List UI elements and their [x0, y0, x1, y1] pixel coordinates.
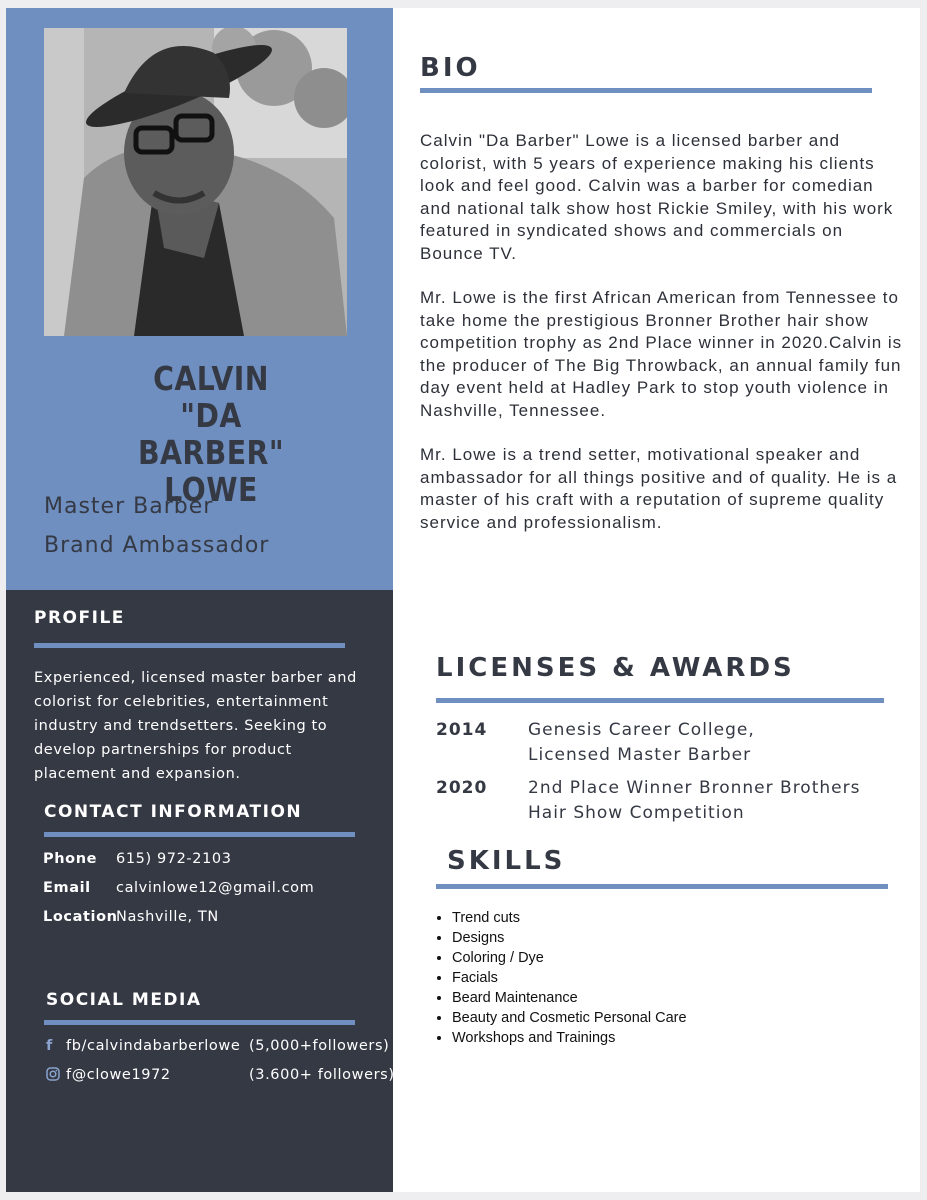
role-title: Master Barber — [44, 494, 214, 519]
skill-item: • Workshops and Trainings — [452, 1028, 687, 1048]
social-row-facebook[interactable] — [46, 1038, 391, 1054]
person-name — [112, 360, 310, 508]
award-text — [528, 776, 868, 826]
bio-paragraph: Calvin "Da Barber" Lowe is a licensed barber and colorist, with 5 years of experience making his clients look and feel good. Calvin was a barber for comedian and national talk show host Rickie Smiley, with his work featured in syndicated shows and commercials on Bounce TV. — [420, 131, 894, 263]
skills-divider — [436, 884, 888, 889]
skill-item: • Beauty and Cosmetic Personal Care — [452, 1008, 687, 1028]
skill-item: • Designs — [452, 928, 687, 948]
social-heading: SOCIAL MEDIA — [46, 990, 202, 1010]
skill-item: • Beard Maintenance — [452, 988, 687, 1008]
bio-heading: BIO — [420, 53, 481, 83]
bio-paragraph: Mr. Lowe is the first African American from Tennessee to take home the prestigious Bronner Brother hair show competition trophy as 2nd Place winner in 2020.Calvin is the producer of The Big Throwback, an annual family fun day event held at Hadley Park to stop youth violence in Nashville, Tennessee. — [420, 288, 903, 420]
social-row-instagram[interactable] — [46, 1067, 395, 1083]
award-year: 2020 — [436, 778, 488, 798]
contact-heading: CONTACT INFORMATION — [44, 802, 303, 822]
name-line: LOWE — [164, 470, 258, 509]
awards-divider — [436, 698, 884, 703]
name-line: CALVIN — [153, 359, 269, 398]
profile-text: Experienced, licensed master barber and colorist for celebrities, entertainment industry and trendsetters. Seeking to develop partnerships for product placement and expansion. — [34, 670, 357, 782]
bio-divider — [420, 88, 872, 93]
role-title: Brand Ambassador — [44, 533, 270, 558]
resume-page — [6, 8, 920, 1192]
skill-item: • Facials — [452, 968, 687, 988]
facebook-icon: f — [46, 1038, 53, 1054]
contact-row-phone — [43, 851, 232, 867]
award-text — [528, 718, 868, 768]
contact-row-location — [43, 909, 219, 925]
award-year: 2014 — [436, 720, 488, 740]
award-line: Hair Show Competition — [528, 803, 745, 823]
skill-item: • Trend cuts — [452, 908, 687, 928]
award-line: Genesis Career College, — [528, 720, 755, 740]
skill-item: • Coloring / Dye — [452, 948, 687, 968]
instagram-icon — [46, 1067, 66, 1083]
award-line: Licensed Master Barber — [528, 745, 752, 765]
award-line: 2nd Place Winner Bronner Brothers — [528, 778, 861, 798]
phone-value[interactable]: 615) 972-2103 — [116, 851, 232, 867]
contact-label: Phone — [43, 851, 98, 867]
social-handle: f@clowe1972 — [66, 1067, 171, 1083]
profile-divider — [34, 643, 345, 648]
contact-divider — [44, 832, 355, 837]
awards-heading: LICENSES & AWARDS — [436, 653, 795, 683]
name-line: "DA BARBER" — [137, 396, 285, 472]
social-followers: (3.600+ followers) — [249, 1067, 395, 1083]
bio-text — [420, 130, 906, 556]
email-value[interactable]: calvinlowe12@gmail.com — [116, 880, 315, 896]
social-handle: fb/calvindabarberlowe — [66, 1038, 241, 1054]
contact-row-email — [43, 880, 314, 896]
social-divider — [44, 1020, 355, 1025]
location-value: Nashville, TN — [116, 909, 219, 925]
skills-heading: SKILLS — [447, 846, 566, 876]
contact-label: Location — [43, 909, 118, 925]
profile-heading: PROFILE — [34, 608, 125, 628]
contact-label: Email — [43, 880, 91, 896]
bio-paragraph: Mr. Lowe is a trend setter, motivational speaker and ambassador for all things positive and of quality. He is a master of his craft with a reputation of supreme quality service and professionalism. — [420, 445, 898, 532]
profile-photo — [44, 28, 347, 336]
skills-list — [436, 908, 687, 1048]
social-followers: (5,000+followers) — [249, 1038, 390, 1054]
